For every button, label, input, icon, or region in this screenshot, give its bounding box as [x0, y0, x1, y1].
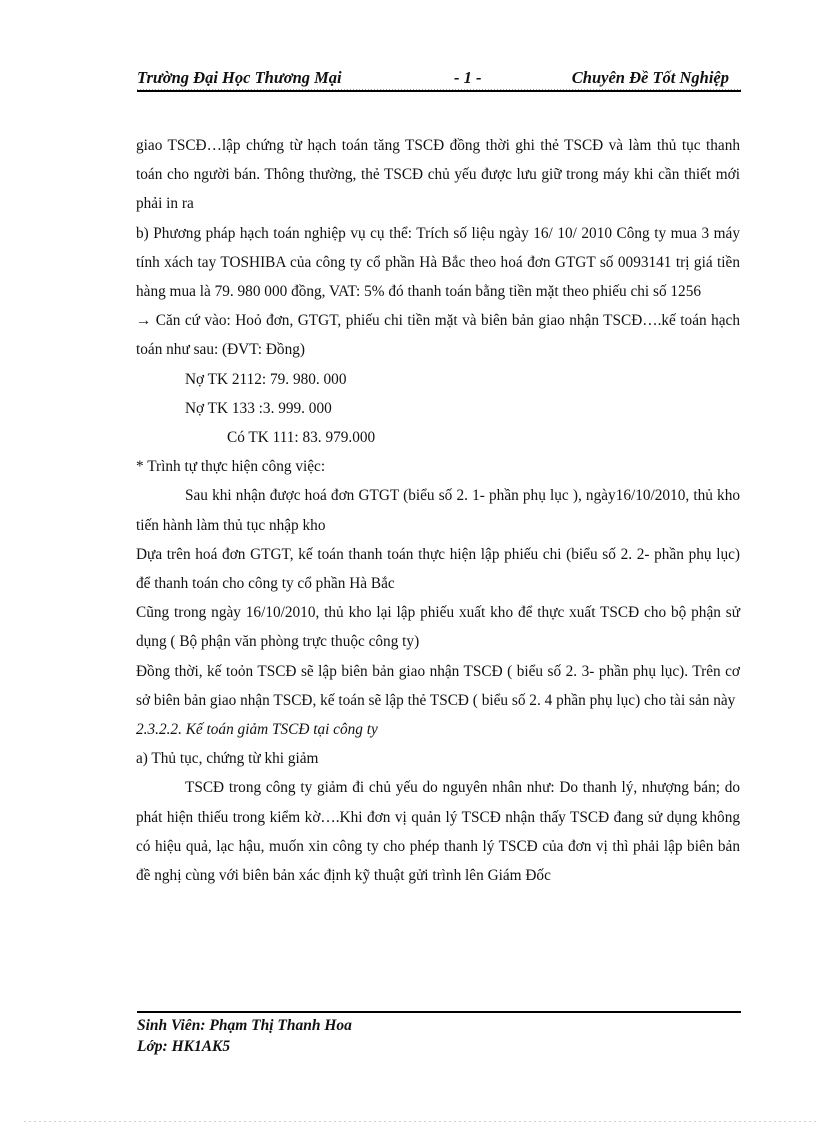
header-university: Trường Đại Học Thương Mại — [137, 68, 342, 87]
document-body — [136, 131, 740, 890]
paragraph: TSCĐ trong công ty giảm đi chủ yếu do nguyên nhân như: Do thanh lý, nhượng bán; do phát hiện thiếu trong kiểm kờ….Khi đơn vị quản lý TSCĐ nhận thấy TSCĐ đang sử dụng không có hiệu quả, lạc hậu, muốn xin công ty cho phép thanh lý TSCĐ của đơn vị thì phải lập biên bản đề nghị cùng với biên bản xác định kỹ thuật gửi trình lên Giám Đốc — [136, 779, 740, 885]
header-thesis-title: Chuyên Đề Tốt Nghiệp — [571, 68, 729, 87]
page-bottom-edge — [24, 1121, 816, 1122]
paragraph: Dựa trên hoá đơn GTGT, kế toán thanh toán thực hiện lập phiếu chi (biểu số 2. 2- phần phụ lục) để thanh toán cho công ty cổ phần Hà Bắc — [136, 545, 740, 593]
page-footer — [137, 1015, 352, 1057]
footer-student-name: Sinh Viên: Phạm Thị Thanh Hoa — [137, 1017, 352, 1034]
paragraph: → Căn cứ vào: Hoỏ đơn, GTGT, phiếu chi tiền mặt và biên bản giao nhận TSCĐ….kế toán hạch toán như sau: (ĐVT: Đồng) — [136, 312, 740, 359]
journal-entry-credit-111: Có TK 111: 83. 979.000 — [227, 429, 376, 447]
footer-class: Lớp: HK1AK5 — [137, 1038, 231, 1055]
paragraph: giao TSCĐ…lập chứng từ hạch toán tăng TSCĐ đồng thời ghi thẻ TSCĐ và làm thủ tục thanh toán cho người bán. Thông thường, thẻ TSCĐ chủ yếu được lưu giữ trong máy khi cần thiết mới phải in ra — [136, 137, 740, 213]
paragraph: a) Thủ tục, chứng từ khi giảm — [136, 750, 319, 768]
footer-rule — [137, 1011, 741, 1013]
page-header — [137, 66, 741, 90]
section-heading: 2.3.2.2. Kế toán giảm TSCĐ tại công ty — [136, 721, 378, 739]
header-rule — [137, 90, 741, 92]
paragraph: Cũng trong ngày 16/10/2010, thủ kho lại lập phiếu xuất kho để thực xuất TSCĐ cho bộ phận sử dụng ( Bộ phận văn phòng trực thuộc công ty) — [136, 604, 740, 651]
paragraph: Đồng thời, kế toỏn TSCĐ sẽ lập biên bản giao nhận TSCĐ ( biểu số 2. 3- phần phụ lục). Trên cơ sở biên bản giao nhận TSCĐ, kế toán sẽ lập thẻ TSCĐ ( biểu số 2. 4 phần phụ lục) cho tài sản này — [136, 662, 740, 709]
header-page-number: - 1 - — [454, 68, 482, 87]
paragraph: b) Phương pháp hạch toán nghiệp vụ cụ thể: Trích số liệu ngày 16/ 10/ 2010 Công ty mua 3 máy tính xách tay TOSHIBA của công ty cổ phần Hà Bắc theo hoá đơn GTGT số 0093141 trị giá tiền hàng mua là 79. 980 000 đồng, VAT: 5% đó thanh toán bằng tiền mặt theo phiếu chi số 1256 — [136, 224, 740, 301]
paragraph: Sau khi nhận được hoá đơn GTGT (biểu số 2. 1- phần phụ lục ), ngày16/10/2010, thủ kho tiến hành làm thủ tục nhập kho — [136, 487, 740, 534]
paragraph: * Trình tự thực hiện công việc: — [136, 458, 326, 476]
journal-entry-debit-133: Nợ TK 133 :3. 999. 000 — [185, 399, 332, 417]
journal-entry-debit-2112: Nợ TK 2112: 79. 980. 000 — [185, 370, 347, 388]
